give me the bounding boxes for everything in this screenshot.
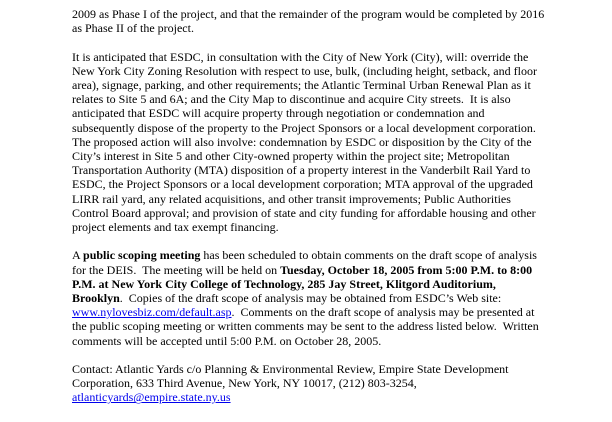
document-body [72, 7, 546, 405]
text-run: 2009 as Phase I of the project, and that the remainder of the program would be completed by 2016 as Phase II of the project. [72, 7, 548, 36]
text-run: . Comments on the draft scope of analysis may be presented at the public scoping meeting or written comments may be sent to the address listed below. Written comments will be accepted until 5:00 P.M. on October 28, 2005. [72, 305, 542, 348]
paragraph-phase-schedule [72, 7, 546, 35]
paragraph-scoping-meeting [72, 248, 546, 347]
text-run: Tuesday, October 18, 2005 from 5:00 P.M. to 8:00 P.M. at New York City College of Technology, 285 Jay Street, Klitgord Auditorium, Brooklyn [72, 262, 536, 306]
text-run: It is anticipated that ESDC, in consultation with the City of New York (City), will: override the New York City Zoning Resolution with respect to use, bulk, (including height, setback, and floor area), signage, parking, and other requirements; the Atlantic Terminal Urban Renewal Plan as it relates to Site 5 and 6A; and the City Map to discontinue and acquire City streets. It is also anticipated that ESDC will acquire property through negotiation or condemnation and subsequently dispose of the property to the Project Sponsors or a local development corporation. The proposed action will also involve: condemnation by ESDC or disposition by the City of the City’s interest in Site 5 and other City-owned property within the project site; Metropolitan Transportation Authority (MTA) disposition of a property interest in the Vanderbilt Rail Yard to ESDC, the Project Sponsors or a local development corporation; MTA approval of the upgraded LIRR rail yard, any related acquisitions, and other transit improvements; Public Authorities Control Board approval; and provision of state and city funding for affordable housing and other project elements and tax exempt financing. [72, 49, 542, 235]
text-run: has been scheduled to obtain comments on the draft scope of analysis for the DEIS. The meeting will be held on [72, 248, 540, 277]
text-run: Contact: Atlantic Yards c/o Planning & Environmental Review, Empire State Development Corporation, 633 Third Avenue, New York, NY 10017, (212) 803-3254, [72, 362, 512, 391]
contact-email-link[interactable]: atlanticyards@empire.state.ny.us [72, 390, 231, 405]
esdc-website-link[interactable]: www.nylovesbiz.com/default.asp [72, 305, 232, 320]
text-run: A [72, 248, 84, 263]
text-run: public scoping meeting [83, 248, 201, 263]
text-run: . Copies of the draft scope of analysis may be obtained from ESDC’s Web site: [119, 291, 505, 306]
paragraph-contact [72, 362, 546, 405]
paragraph-esdc-actions [72, 50, 546, 235]
